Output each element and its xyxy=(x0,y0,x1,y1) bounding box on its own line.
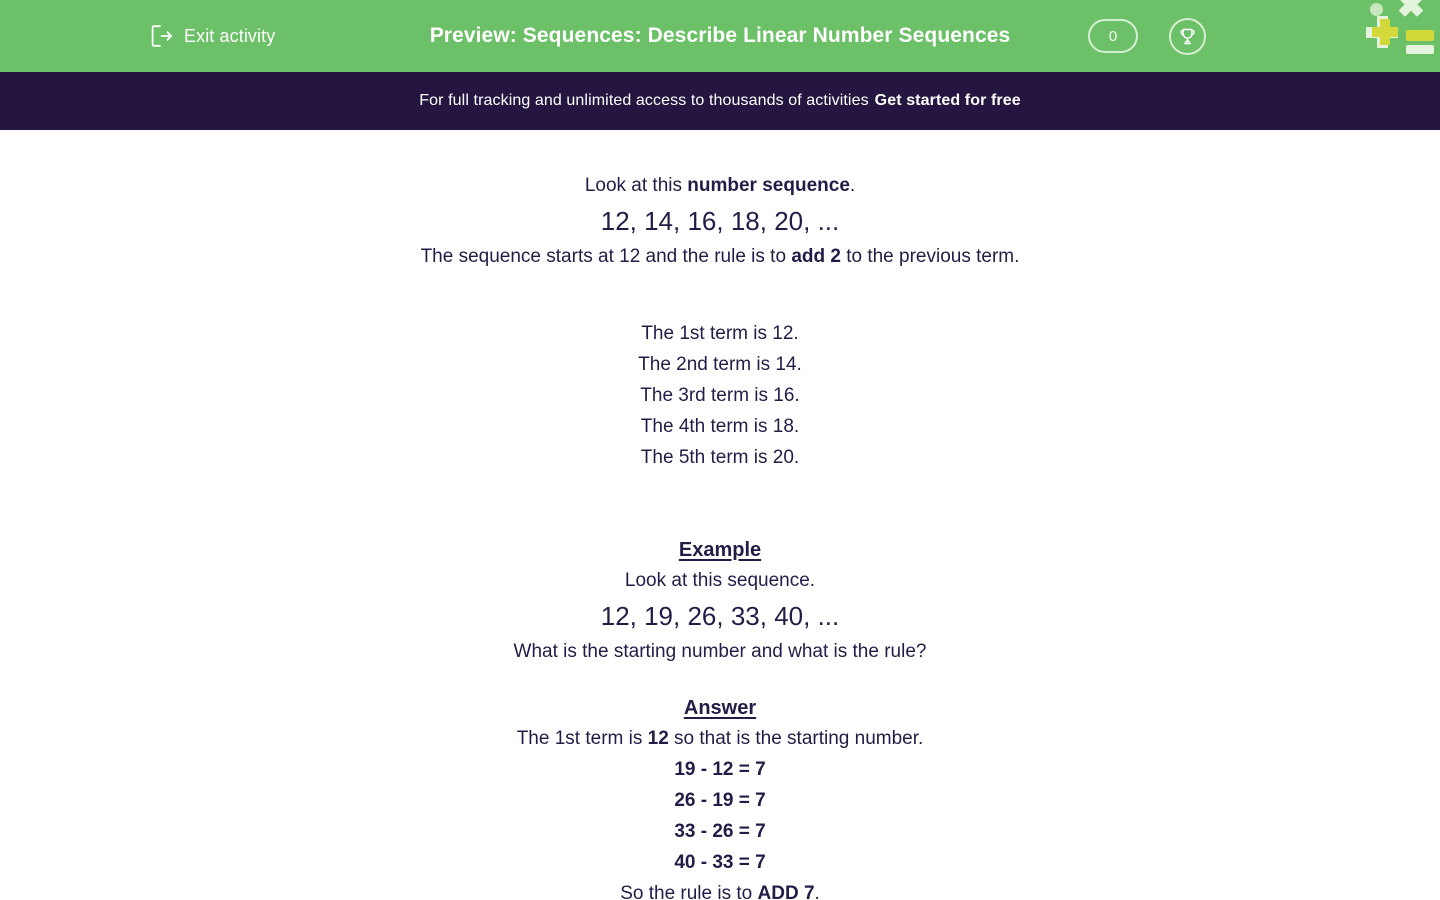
intro-sequence: 12, 14, 16, 18, 20, ... xyxy=(600,206,840,236)
trophy-icon xyxy=(1177,26,1198,47)
intro-rule-prefix: The sequence starts at 12 and the rule is to xyxy=(420,246,792,267)
intro-prompt xyxy=(0,170,1440,201)
equation-list xyxy=(0,754,1440,878)
deco-rect-white xyxy=(1406,45,1434,54)
list-item: The 5th term is 20. xyxy=(640,447,800,468)
deco-rect-yellow xyxy=(1406,30,1434,41)
intro-prompt-prefix: Look at this xyxy=(584,175,688,196)
score-value: 0 xyxy=(1108,27,1118,45)
deco-circle-icon xyxy=(1370,3,1383,16)
exit-icon xyxy=(148,23,174,49)
page-title: Preview: Sequences: Describe Linear Number Sequences xyxy=(429,24,1011,47)
example-heading: Example xyxy=(678,539,762,561)
spacer-2 xyxy=(0,473,1440,535)
exit-activity-button[interactable] xyxy=(148,0,275,72)
answer-first-term xyxy=(0,723,1440,754)
list-item: 19 - 12 = 7 xyxy=(674,759,766,780)
list-item: The 3rd term is 16. xyxy=(640,385,800,406)
example-question: What is the starting number and what is the rule? xyxy=(513,641,927,662)
promo-text: For full tracking and unlimited access to thousands of activities xyxy=(419,92,869,109)
spacer-1 xyxy=(0,272,1440,318)
answer-conclusion xyxy=(0,878,1440,900)
decorative-shapes xyxy=(1360,0,1440,58)
example-sequence: 12, 19, 26, 33, 40, ... xyxy=(600,601,840,631)
answer-first-bold: 12 xyxy=(647,728,669,749)
deco-plus-white-icon-2 xyxy=(1377,16,1388,48)
list-item: 40 - 33 = 7 xyxy=(674,852,766,873)
lesson-content xyxy=(0,130,1440,900)
trophy-button[interactable] xyxy=(1169,18,1206,55)
list-item: The 4th term is 18. xyxy=(640,416,800,437)
intro-rule-suffix: to the previous term. xyxy=(840,246,1020,267)
list-item: 33 - 26 = 7 xyxy=(674,821,766,842)
deco-plus-white-icon xyxy=(1366,27,1398,38)
deco-cross-icon-2 xyxy=(1399,0,1424,17)
intro-rule-bold: add 2 xyxy=(791,246,841,267)
answer-first-prefix: The 1st term is xyxy=(516,728,648,749)
intro-rule xyxy=(0,241,1440,272)
spacer-3 xyxy=(0,667,1440,693)
answer-conclusion-prefix: So the rule is to xyxy=(620,883,758,900)
example-instruction: Look at this sequence. xyxy=(624,570,816,591)
top-bar xyxy=(0,0,1440,72)
list-item: The 1st term is 12. xyxy=(641,323,799,344)
answer-conclusion-bold: ADD 7 xyxy=(757,883,815,900)
deco-cross-icon xyxy=(1399,0,1424,17)
exit-activity-label: Exit activity xyxy=(184,25,276,46)
deco-plus-yellow-icon-2 xyxy=(1380,19,1390,45)
list-item: 26 - 19 = 7 xyxy=(674,790,766,811)
answer-heading: Answer xyxy=(683,697,757,719)
score-badge[interactable] xyxy=(1088,19,1138,53)
term-list xyxy=(0,318,1440,473)
deco-plus-yellow-icon xyxy=(1372,27,1398,37)
get-started-link[interactable]: Get started for free xyxy=(874,92,1021,109)
answer-first-suffix: so that is the starting number. xyxy=(668,728,924,749)
intro-prompt-suffix: . xyxy=(849,175,856,196)
list-item: The 2nd term is 14. xyxy=(638,354,802,375)
answer-conclusion-suffix: . xyxy=(814,883,820,900)
promo-banner xyxy=(0,72,1440,130)
intro-prompt-bold: number sequence xyxy=(687,175,850,196)
